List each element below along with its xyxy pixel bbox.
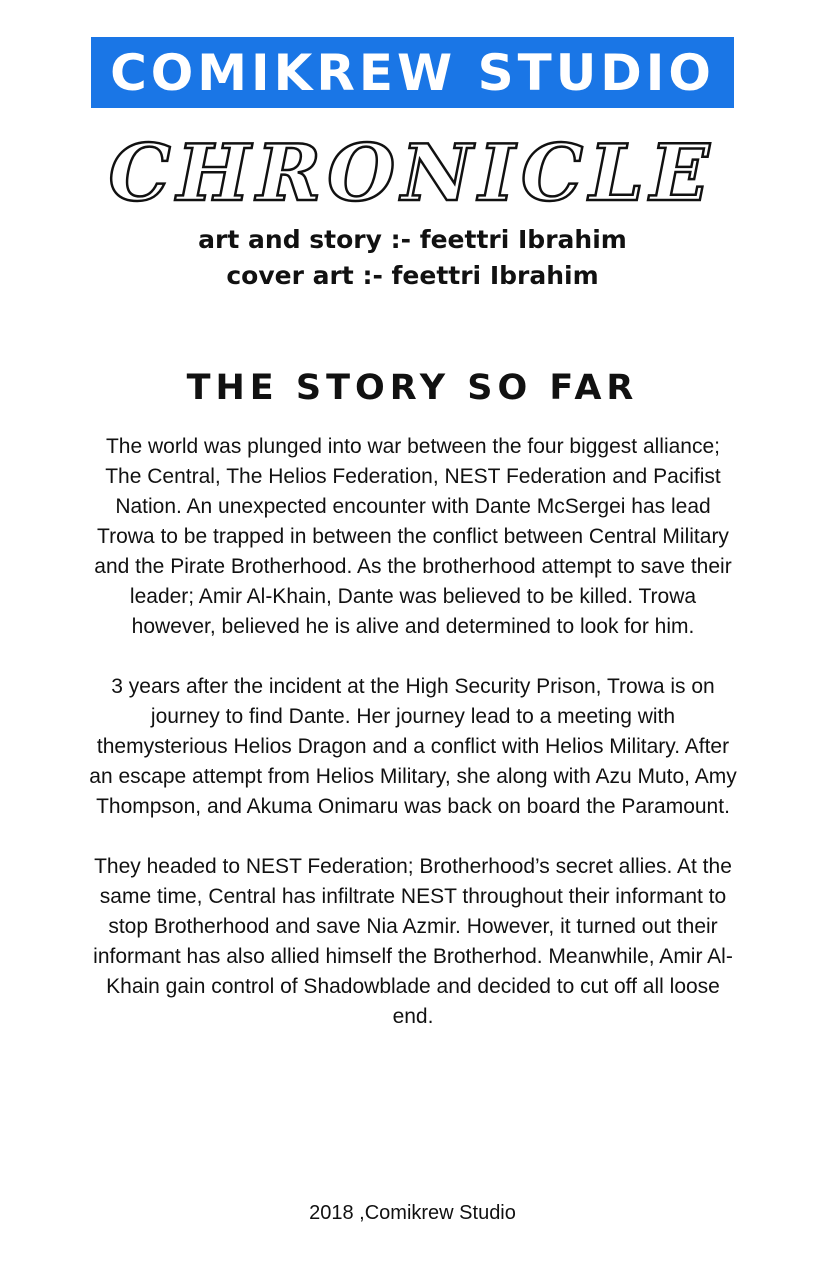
credits [0,222,825,294]
credit-cover-art: cover art :- feettri Ibrahim [226,261,599,290]
copyright-footer: 2018 ,Comikrew Studio [309,1202,516,1224]
story-paragraph: The world was plunged into war between the four biggest alliance; The Central, The Helios Federation, NEST Federation and Pacifist Nation. An unexpected encounter with Dante McSergei has lead Trowa to be trapped in between the conflict between Central Military and the Pirate Brotherhood. As the brotherhood attempt to save their leader; Amir Al-Khain, Dante was believed to be killed. Trowa however, believed he is alive and determined to look for him. [94,435,732,638]
story-paragraph: They headed to NEST Federation; Brotherhood’s secret allies. At the same time, Central has infiltrate NEST throughout their informant to stop Brotherhood and save Nia Azmir. However, it turned out their informant has also allied himself the Brotherhod. Meanwhile, Amir Al-Khain gain control of Shadowblade and decided to cut off all loose end. [93,855,733,1028]
credit-art-and-story: art and story :- feettri Ibrahim [198,225,627,254]
series-title-logo [108,120,716,225]
studio-banner [91,37,734,108]
story-paragraph: 3 years after the incident at the High Security Prison, Trowa is on journey to find Dante. Her journey lead to a meeting with themysterious Helios Dragon and a conflict with Helios Military. After an escape attempt from Helios Military, she along with Azu Muto, Amy Thompson, and Akuma Onimaru was back on board the Paramount. [89,675,737,818]
studio-name: COMIKREW STUDIO [110,43,715,102]
series-title: CHRONICLE [108,128,716,219]
story-so-far-heading: THE STORY SO FAR [186,368,639,408]
story-body [88,432,738,1062]
